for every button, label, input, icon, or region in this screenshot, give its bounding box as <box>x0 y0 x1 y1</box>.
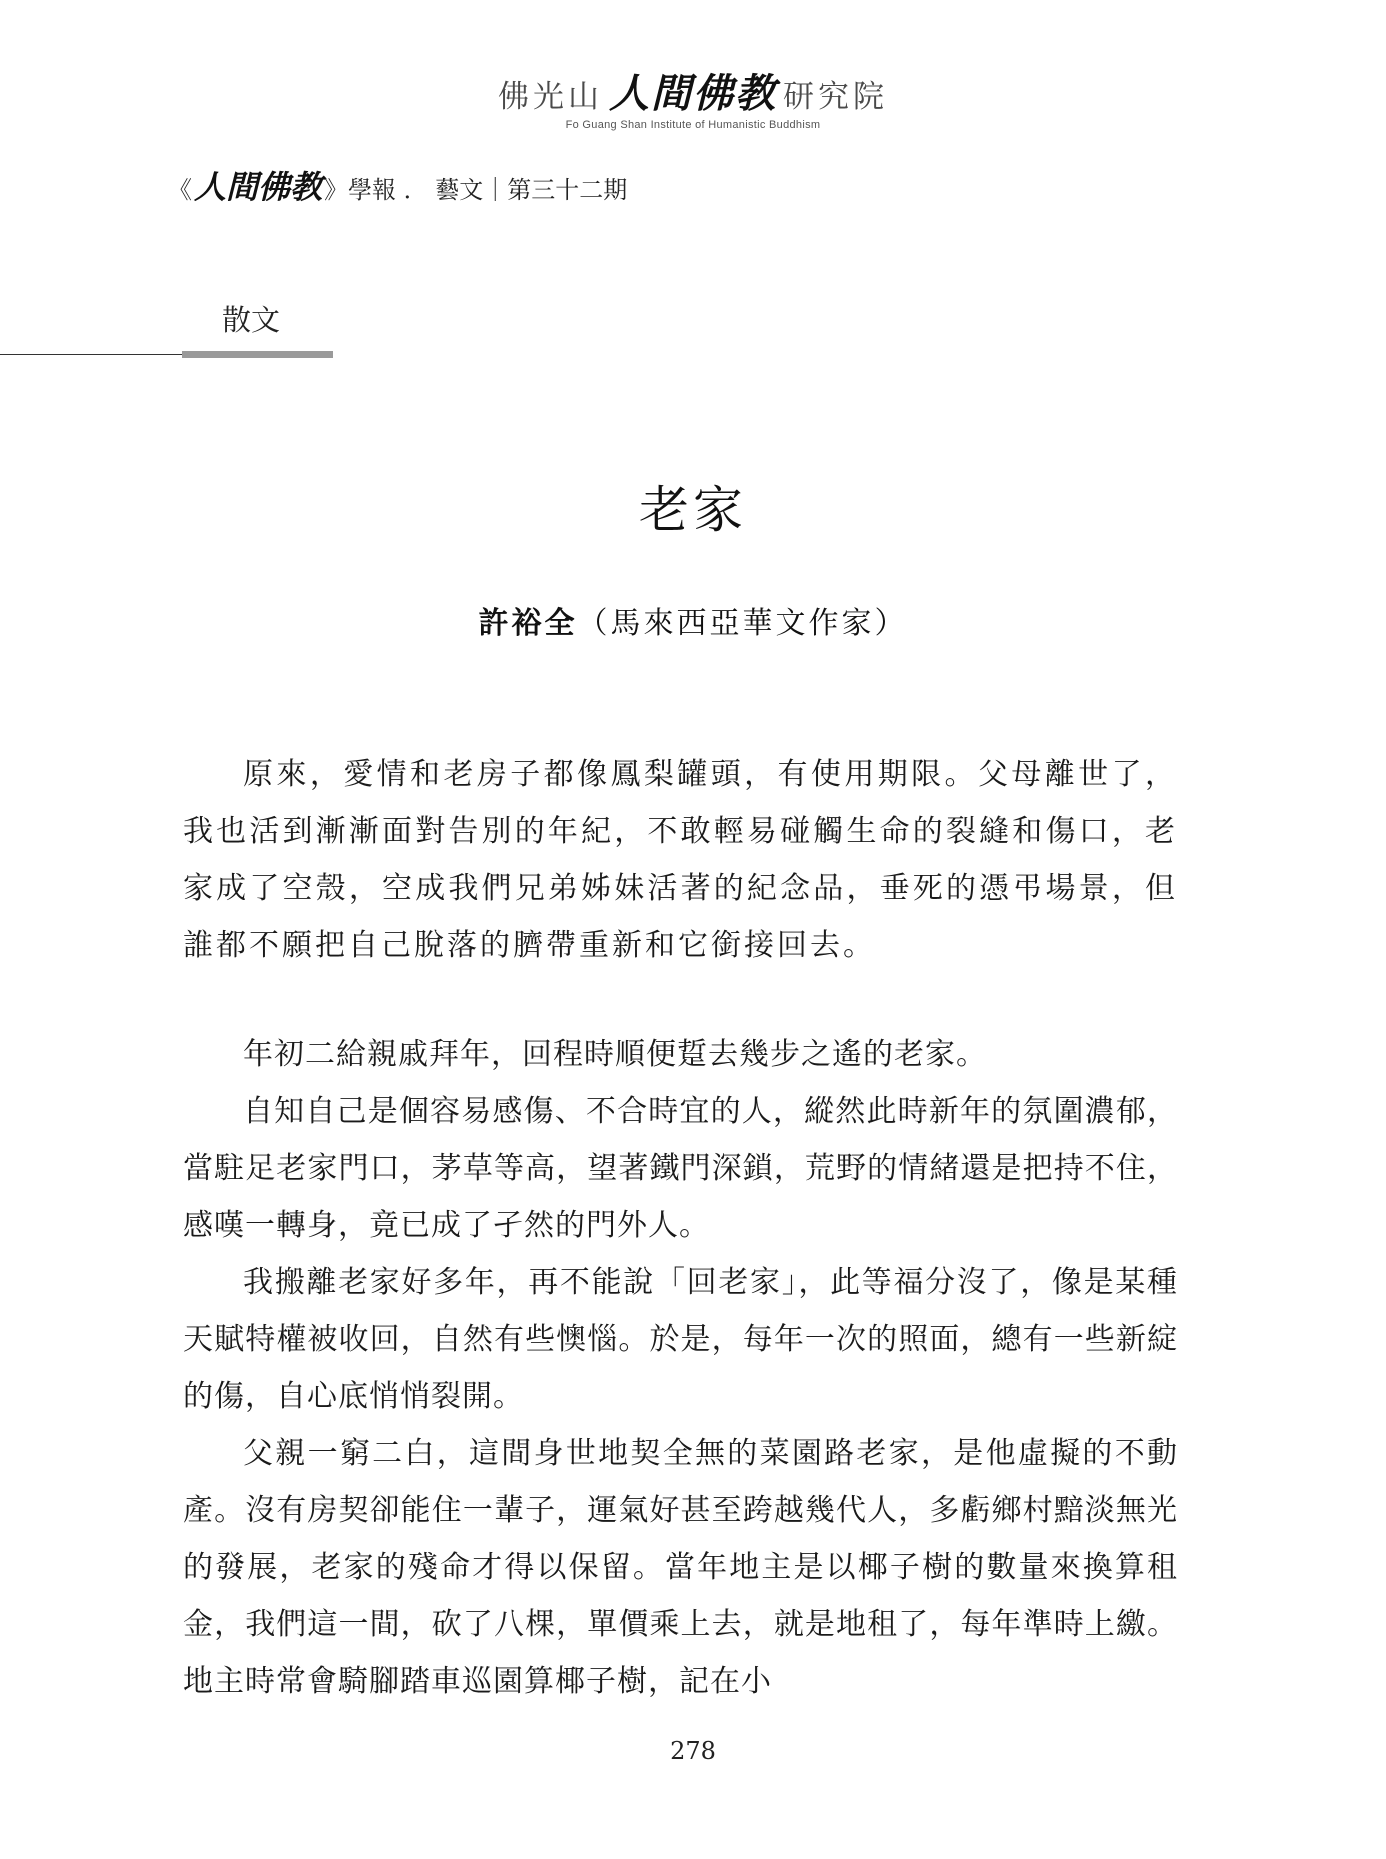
section-label: 散文 <box>222 303 281 337</box>
paragraph: 我搬離老家好多年，再不能說「回老家」，此等福分沒了，像是某種天賦特權被收回，自然有些懊惱。於是，每年一次的照面，總有一些新綻的傷，自心底悄悄裂開。 <box>183 1265 1178 1414</box>
article-title: 老家 <box>639 481 747 539</box>
author-name: 許裕全 <box>478 606 578 641</box>
journal-logo: 人間佛教 <box>194 168 323 206</box>
paragraph: 父親一窮二白，這間身世地契全無的菜園路老家，是他虛擬的不動產。沒有房契卻能住一輩子，運氣好甚至跨越幾代人，多虧鄉村黯淡無光的發展，老家的殘命才得以保留。當年地主是以椰子樹的數量來換算租金，我們這一間，砍了八棵，單價乘上去，就是地租了，每年準時上繳。地主時常會騎腳踏車巡園算椰子樹，記在小 <box>183 1436 1178 1699</box>
article-lead <box>183 746 1178 974</box>
section-rule-thick <box>182 351 333 358</box>
paragraph: 自知自己是個容易感傷、不合時宜的人，縱然此時新年的氛圍濃郁，當駐足老家門口，茅草等高，望著鐵門深鎖，荒野的情緒還是把持不住，感嘆一轉身，竟已成了孑然的門外人。 <box>183 1094 1178 1243</box>
masthead-logo: 人間佛教 <box>609 70 777 117</box>
author-affiliation: （馬來西亞華文作家） <box>577 606 908 641</box>
article-byline <box>0 598 1386 642</box>
article-body <box>183 1026 1178 1710</box>
masthead-line <box>0 62 1386 119</box>
page-number: 278 <box>670 1737 716 1765</box>
paragraph: 原來，愛情和老房子都像鳳梨罐頭，有使用期限。父母離世了，我也活到漸漸面對告別的年紀，不敢輕易碰觸生命的裂縫和傷口，老家成了空殼，空成我們兄弟姊妹活著的紀念品，垂死的憑弔場景，但誰都不願把自己脫落的臍帶重新和它銜接回去。 <box>183 757 1178 963</box>
journal-issue: 》學報 ． 藝文｜第三十二期 <box>324 176 628 204</box>
masthead-right-text: 研究院 <box>783 79 888 115</box>
masthead <box>0 62 1386 131</box>
journal-header <box>168 162 627 208</box>
journal-open-bracket: 《 <box>168 176 192 204</box>
masthead-left-text: 佛光山 <box>498 79 603 115</box>
masthead-english: Fo Guang Shan Institute of Humanistic Buddhism <box>565 119 821 131</box>
paragraph: 年初二給親戚拜年，回程時順便踅去幾步之遙的老家。 <box>243 1037 987 1072</box>
